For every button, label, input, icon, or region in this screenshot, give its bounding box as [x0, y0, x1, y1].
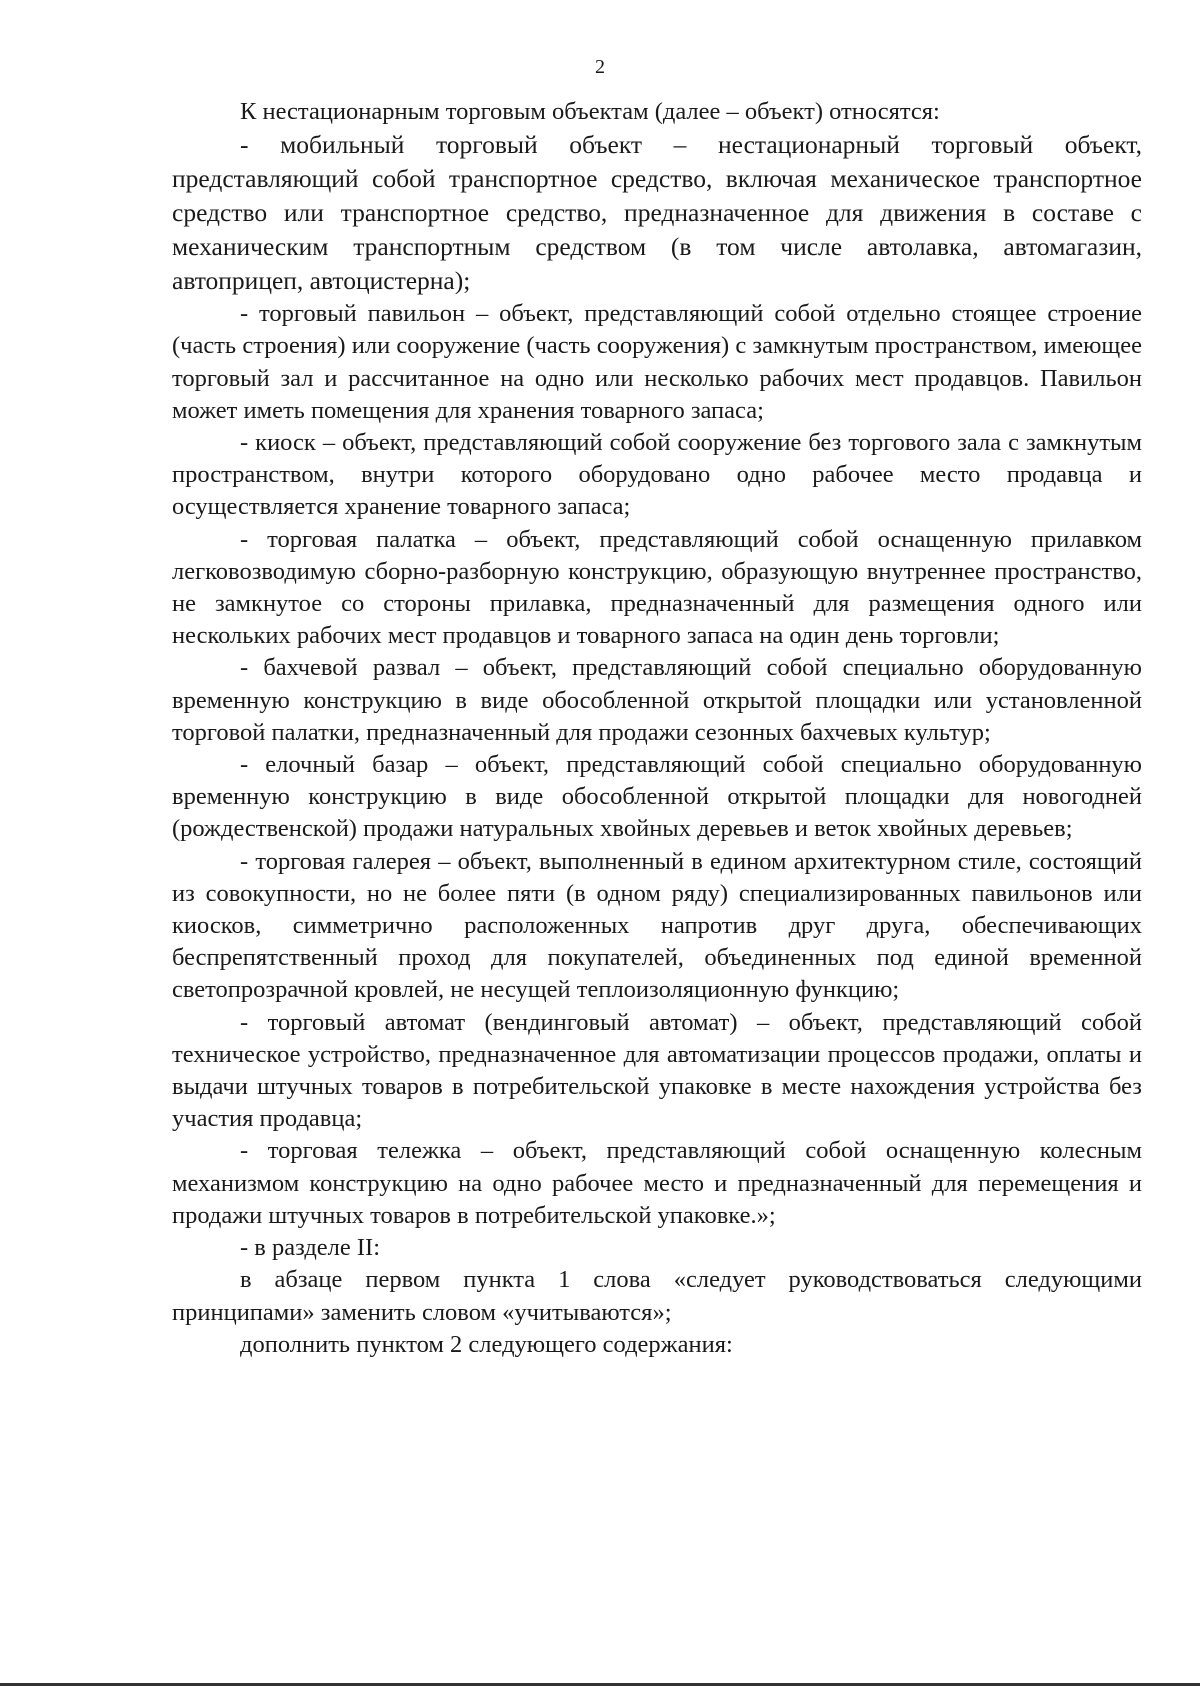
document-body [172, 96, 1142, 1361]
paragraph-section-ii: - в разделе II: [240, 1234, 381, 1262]
paragraph-kiosk: - киоск – объект, представляющий собой сооружение без торгового зала с замкнутым пространством, внутри которого оборудовано одно рабочее место продавца и осуществляется хранение товарного запаса; [172, 429, 1142, 521]
paragraph-intro: К нестационарным торговым объектам (далее – объект) относятся: [240, 98, 940, 125]
paragraph-amendment-2: дополнить пунктом 2 следующего содержания: [240, 1330, 733, 1358]
paragraph-tent: - торговая палатка – объект, представляющий собой оснащенную прилавком легковозводимую сборно-разборную конструкцию, образующую внутреннее пространство, не замкнутое со стороны прилавка, предназначенный для размещения одного или нескольких рабочих мест продавцов и товарного запаса на один день торговли; [172, 525, 1142, 650]
paragraph-melon-stall: - бахчевой развал – объект, представляющий собой специально оборудованную временную конструкцию в виде обособленной открытой площадки или установленной торговой палатки, предназначенный для продажи сезонных бахчевых культур; [172, 654, 1142, 746]
paragraph-vending-machine: - торговый автомат (вендинговый автомат) – объект, представляющий собой техническое устройство, предназначенное для автоматизации процессов продажи, оплаты и выдачи штучных товаров в потребительской упаковке в месте нахождения устройства без участия продавца; [172, 1008, 1142, 1133]
paragraph-christmas-market: - елочный базар – объект, представляющий собой специально оборудованную временную конструкцию в виде обособленной открытой площадки для новогодней (рождественской) продажи натуральных хвойных деревьев и веток хвойных деревьев; [172, 751, 1142, 843]
paragraph-amendment-1: в абзаце первом пункта 1 слова «следует руководствоваться следующими принципами» заменить словом «учитываются»; [172, 1266, 1142, 1326]
scan-bottom-edge [0, 1683, 1200, 1686]
paragraph-pavilion: - торговый павильон – объект, представляющий собой отдельно стоящее строение (часть строения) или сооружение (часть сооружения) с замкнутым пространством, имеющее торговый зал и рассчитанное на одно или несколько рабочих мест продавцов. Павильон может иметь помещения для хранения товарного запаса; [172, 300, 1142, 424]
paragraph-gallery: - торговая галерея – объект, выполненный в едином архитектурном стиле, состоящий из совокупности, но не более пяти (в одном ряду) специализированных павильонов или киосков, симметрично расположенных напротив друг друга, обеспечивающих беспрепятственный проход для покупателей, объединенных под единой временной светопрозрачной кровлей, не несущей теплоизоляционную функцию; [172, 847, 1142, 1004]
paragraph-mobile-object: - мобильный торговый объект – нестационарный торговый объект, представляющий собой транспортное средство, включая механическое транспортное средство или транспортное средство, предназначенное для движения в составе с механическим транспортным средством (в том числе автолавка, автомагазин, автоприцеп, автоцистерна); [172, 130, 1142, 296]
paragraph-cart: - торговая тележка – объект, представляющий собой оснащенную колесным механизмом конструкцию на одно рабочее место и предназначенный для перемещения и продажи штучных товаров в потребительской упаковке.»; [172, 1137, 1142, 1229]
page-number: 2 [595, 56, 605, 78]
